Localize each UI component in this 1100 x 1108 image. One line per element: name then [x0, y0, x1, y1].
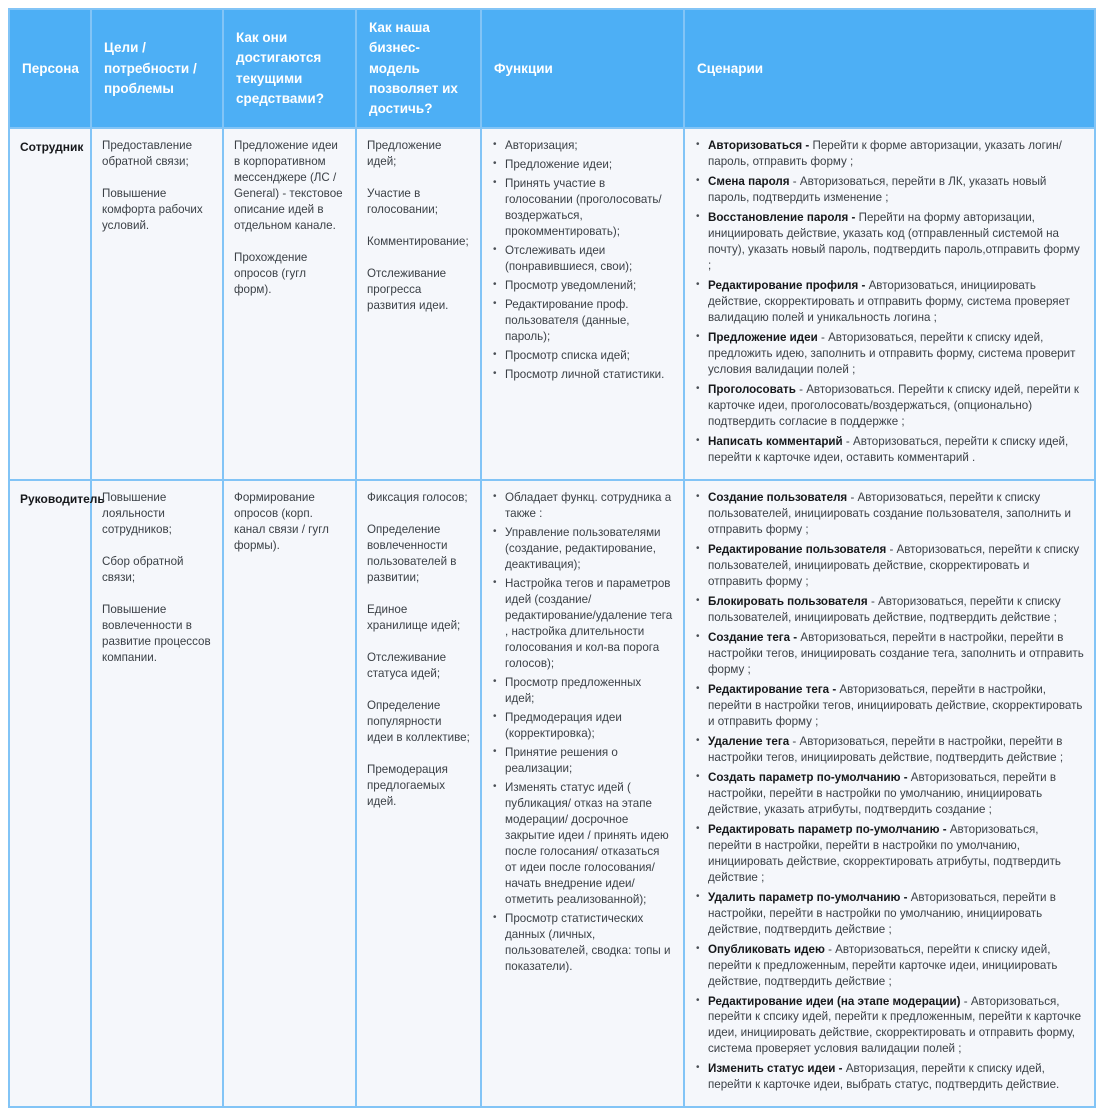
function-item: • Предложение идеи; — [492, 157, 673, 173]
business-model-cell — [356, 480, 481, 1107]
scenario-item: • Редактировать параметр по-умолчанию - Авторизоваться, перейти в настройки, перейти в настройки по умолчанию, инициировать действие, скорректировать атрибуты, подтвердить действие ; — [695, 822, 1084, 886]
scenario-item: • Изменить статус идеи - Авторизация, перейти к списку идей, перейти к карточке идеи, выбрать статус, подтвердить действие. — [695, 1061, 1084, 1093]
function-item: • Просмотр списка идей; — [492, 348, 673, 364]
current-means-paragraph: Формирование опросов (корп. канал связи / гугл формы). — [234, 490, 329, 552]
table-row-employee — [9, 128, 1095, 480]
scenario-item: • Опубликовать идею - Авторизоваться, перейти к списку идей, перейти к предложенным, перейти карточке идеи, инициировать действие, подтвердить действие ; — [695, 942, 1084, 990]
persona-cell: Сотрудник — [9, 128, 91, 480]
business-model-paragraph: Единое хранилище идей; — [367, 602, 461, 632]
scenario-item: • Предложение идеи - Авторизоваться, перейти к списку идей, предложить идею, заполнить и отправить форму, система проверит условия валидации полей ; — [695, 330, 1084, 378]
function-item: • Просмотр предложенных идей; — [492, 675, 673, 707]
function-item: • Настройка тегов и параметров идей (создание/ редактирование/удаление тега , настройка длительности голосования и кол-ва порога голосов); — [492, 576, 673, 672]
current-means-paragraph: Предложение идеи в корпоративном мессенджере (ЛС / General) - текстовое описание идей в отдельном канале. — [234, 139, 343, 233]
column-header-current-means: Как они достигаются текущими средствами? — [223, 9, 356, 128]
scenario-item: • Редактирование идеи (на этапе модерации) - Авторизоваться, перейти к спсику идей, перейти к предложенным, перейти к карточке идеи, инициировать действие, скорректировать и отправить форму, система проверяет условия валидации полей ; — [695, 994, 1084, 1058]
functions-list — [492, 490, 673, 975]
scenario-item: • Удаление тега - Авторизоваться, перейти в настройки, перейти в настройки тегов, инициировать действие, подтвердить действие ; — [695, 734, 1084, 766]
business-model-cell — [356, 128, 481, 480]
function-item: • Обладает функц. сотрудника а также : — [492, 490, 673, 522]
business-model-paragraph: Определение популярности идеи в коллективе; — [367, 698, 470, 744]
scenario-item: • Создать параметр по-умолчанию - Авторизоваться, перейти в настройки, перейти в настройки по умолчанию, инициировать действие, указать атрибуты, подтвердить создание ; — [695, 770, 1084, 818]
function-item: • Принять участие в голосовании (проголосовать/ воздержаться, прокомментировать); — [492, 176, 673, 240]
goal-paragraph: Повышение лояльности сотрудников; — [102, 490, 172, 536]
scenario-item: • Восстановление пароля - Перейти на форму авторизации, инициировать действие, указать код (отправленный системой на почту), указать новый пароль, подтвердить пароль,отправить форму ; — [695, 210, 1084, 274]
scenario-item: • Авторизоваться - Перейти к форме авторизации, указать логин/пароль, отправить форму ; — [695, 138, 1084, 170]
business-model-paragraph: Определение вовлеченности пользователей в развитии; — [367, 522, 457, 584]
function-item: • Отслеживать идеи (понравившиеся, свои); — [492, 243, 673, 275]
column-header-business-model: Как наша бизнес-модель позволяет их достичь? — [356, 9, 481, 128]
column-header-functions: Функции — [481, 9, 684, 128]
current-means-cell — [223, 480, 356, 1107]
persona-table — [8, 8, 1096, 1108]
business-model-paragraph: Участие в голосовании; — [367, 187, 438, 217]
function-item: • Просмотр уведомлений; — [492, 278, 673, 294]
business-model-paragraph: Премодерация предлогаемых идей. — [367, 762, 448, 808]
goals-cell — [91, 480, 223, 1107]
business-model-paragraph: Отслеживание статуса идей; — [367, 650, 447, 680]
scenarios-list — [695, 490, 1084, 1093]
column-header-persona: Персона — [9, 9, 91, 128]
scenario-item: • Редактирование тега - Авторизоваться, перейти в настройки, перейти в настройки тегов, инициировать действие, скорректировать и отправить форму ; — [695, 682, 1084, 730]
business-model-paragraph: Отслеживание прогресса развития идеи. — [367, 267, 449, 313]
scenario-item: • Редактирование профиля - Авторизоваться, инициировать действие, скорректировать и отправить форму, система проверяет валидацию полей и уникальность логина ; — [695, 278, 1084, 326]
scenarios-list — [695, 138, 1084, 466]
business-model-paragraph: Фиксация голосов; — [367, 490, 468, 504]
function-item: • Авторизация; — [492, 138, 673, 154]
scenario-item: • Создание тега - Авторизоваться, перейти в настройки, перейти в настройки тегов, инициировать создание тега, заполнить и отправить форму ; — [695, 630, 1084, 678]
goal-paragraph: Предоставление обратной связи; — [102, 139, 193, 169]
function-item: • Принятие решения о реализации; — [492, 745, 673, 777]
scenario-item: • Удалить параметр по-умолчанию - Авторизоваться, перейти в настройки, перейти в настройки по умолчанию, инициировать действие, подтвердить действие ; — [695, 890, 1084, 938]
goal-paragraph: Повышение комфорта рабочих условий. — [102, 187, 203, 233]
scenario-item: • Написать комментарий - Авторизоваться, перейти к списку идей, перейти к карточке идеи, оставить комментарий . — [695, 434, 1084, 466]
scenario-item: • Блокировать пользователя - Авторизоваться, перейти к списку пользователей, инициировать действие, подтвердить действие ; — [695, 594, 1084, 626]
column-header-goals: Цели / потребности / проблемы — [91, 9, 223, 128]
current-means-paragraph: Прохождение опросов (гугл форм). — [234, 251, 308, 297]
goals-cell — [91, 128, 223, 480]
function-item: • Управление пользователями (создание, редактирование, деактивация); — [492, 525, 673, 573]
scenario-item: • Проголосовать - Авторизоваться. Перейти к списку идей, перейти к карточке идеи, проголосовать/воздержаться, (опционально) подтвердить согласие в поддержке ; — [695, 382, 1084, 430]
goal-paragraph: Сбор обратной связи; — [102, 554, 184, 584]
function-item: • Предмодерация идеи (корректировка); — [492, 710, 673, 742]
persona-cell: Руководитель — [9, 480, 91, 1107]
scenarios-cell — [684, 128, 1095, 480]
functions-cell — [481, 480, 684, 1107]
function-item: • Редактирование проф. пользователя (данные, пароль); — [492, 297, 673, 345]
function-item: • Просмотр статистических данных (личных, пользователей, сводка: топы и показатели). — [492, 911, 673, 975]
table-header-row — [9, 9, 1095, 128]
goal-paragraph: Повышение вовлеченности в развитие процессов компании. — [102, 602, 211, 664]
column-header-scenarios: Сценарии — [684, 9, 1095, 128]
functions-cell — [481, 128, 684, 480]
scenario-item: • Смена пароля - Авторизоваться, перейти в ЛК, указать новый пароль, подтвердить изменение ; — [695, 174, 1084, 206]
table-row-manager — [9, 480, 1095, 1107]
function-item: • Просмотр личной статистики. — [492, 367, 673, 383]
current-means-cell — [223, 128, 356, 480]
scenarios-cell — [684, 480, 1095, 1107]
scenario-item: • Редактирование пользователя - Авторизоваться, перейти к списку пользователей, инициировать действие, скорректировать и отправить форму ; — [695, 542, 1084, 590]
business-model-paragraph: Предложение идей; — [367, 139, 442, 169]
function-item: • Изменять статус идей ( публикация/ отказ на этапе модерации/ досрочное закрытие идеи / принять идею после голосания/ отказаться от идеи после голосования/ начать внедрение идеи/ отметить реализованной); — [492, 780, 673, 908]
business-model-paragraph: Комментирование; — [367, 235, 469, 249]
scenario-item: • Создание пользователя - Авторизоваться, перейти к списку пользователей, инициировать создание пользователя, заполнить и отправить форму ; — [695, 490, 1084, 538]
functions-list — [492, 138, 673, 383]
